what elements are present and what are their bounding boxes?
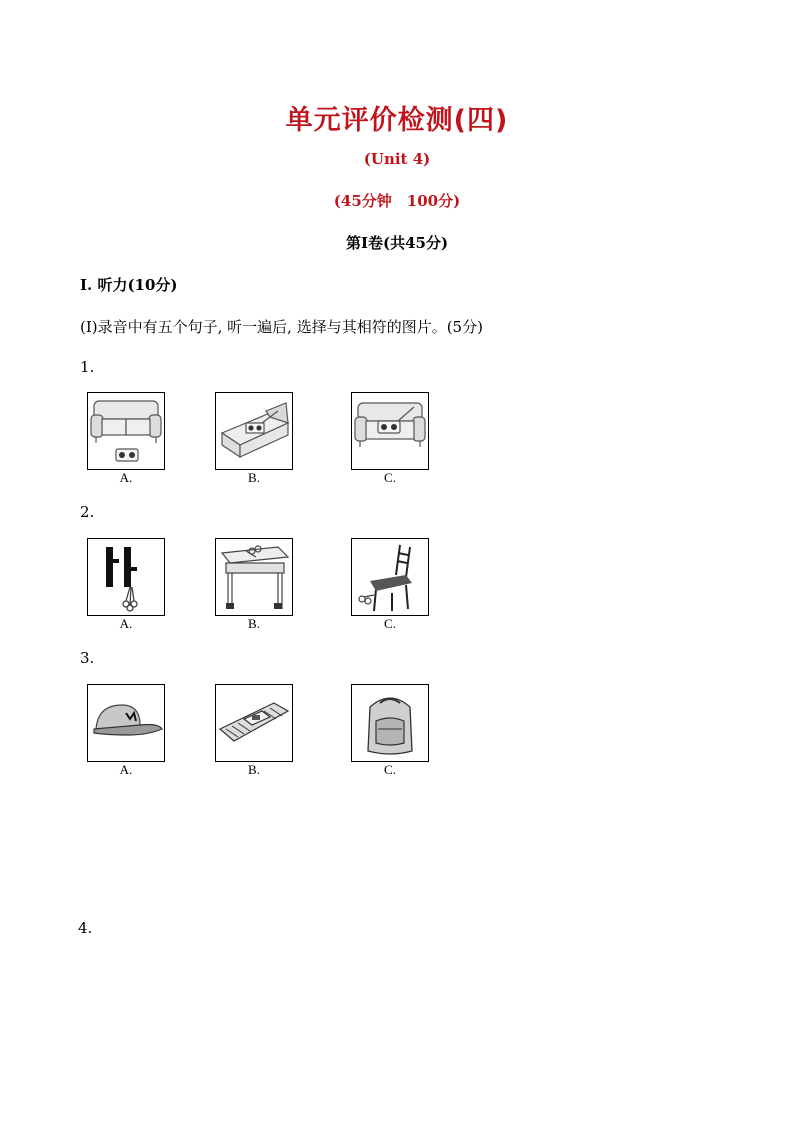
question-number: 1.: [80, 358, 95, 376]
question-number: 3.: [80, 649, 95, 667]
section-heading: Ⅰ. 听力(10分): [80, 276, 178, 294]
instruction: (Ⅰ)录音中有五个句子, 听一遍后, 选择与其相符的图片。(5分): [80, 318, 483, 336]
sofa-with-radio-below-icon[interactable]: [87, 392, 165, 470]
time-and-score: (45分钟 100分): [333, 192, 461, 210]
backpack-icon[interactable]: [351, 684, 429, 762]
option-label: A.: [119, 470, 133, 485]
question-number: 2.: [80, 503, 95, 521]
unit-label: (Unit 4): [363, 150, 431, 168]
keys-on-table-icon[interactable]: [215, 538, 293, 616]
option-label: B.: [248, 762, 260, 777]
radio-on-sofa-icon[interactable]: [351, 392, 429, 470]
option-label: B.: [248, 616, 260, 631]
option-label: A.: [119, 762, 133, 777]
option-label: C.: [384, 616, 396, 631]
option-label: C.: [384, 470, 396, 485]
question-number: 4.: [78, 919, 93, 937]
pencil-case-icon[interactable]: [215, 684, 293, 762]
keys-on-wall-hooks-icon[interactable]: [87, 538, 165, 616]
radio-on-bed-icon[interactable]: [215, 392, 293, 470]
cap-icon[interactable]: [87, 684, 165, 762]
keys-under-chair-icon[interactable]: [351, 538, 429, 616]
page-title: 单元评价检测(四): [285, 105, 509, 136]
part-heading: 第Ⅰ卷(共45分): [345, 234, 449, 252]
option-label: A.: [119, 616, 133, 631]
option-label: C.: [384, 762, 396, 777]
option-label: B.: [248, 470, 260, 485]
